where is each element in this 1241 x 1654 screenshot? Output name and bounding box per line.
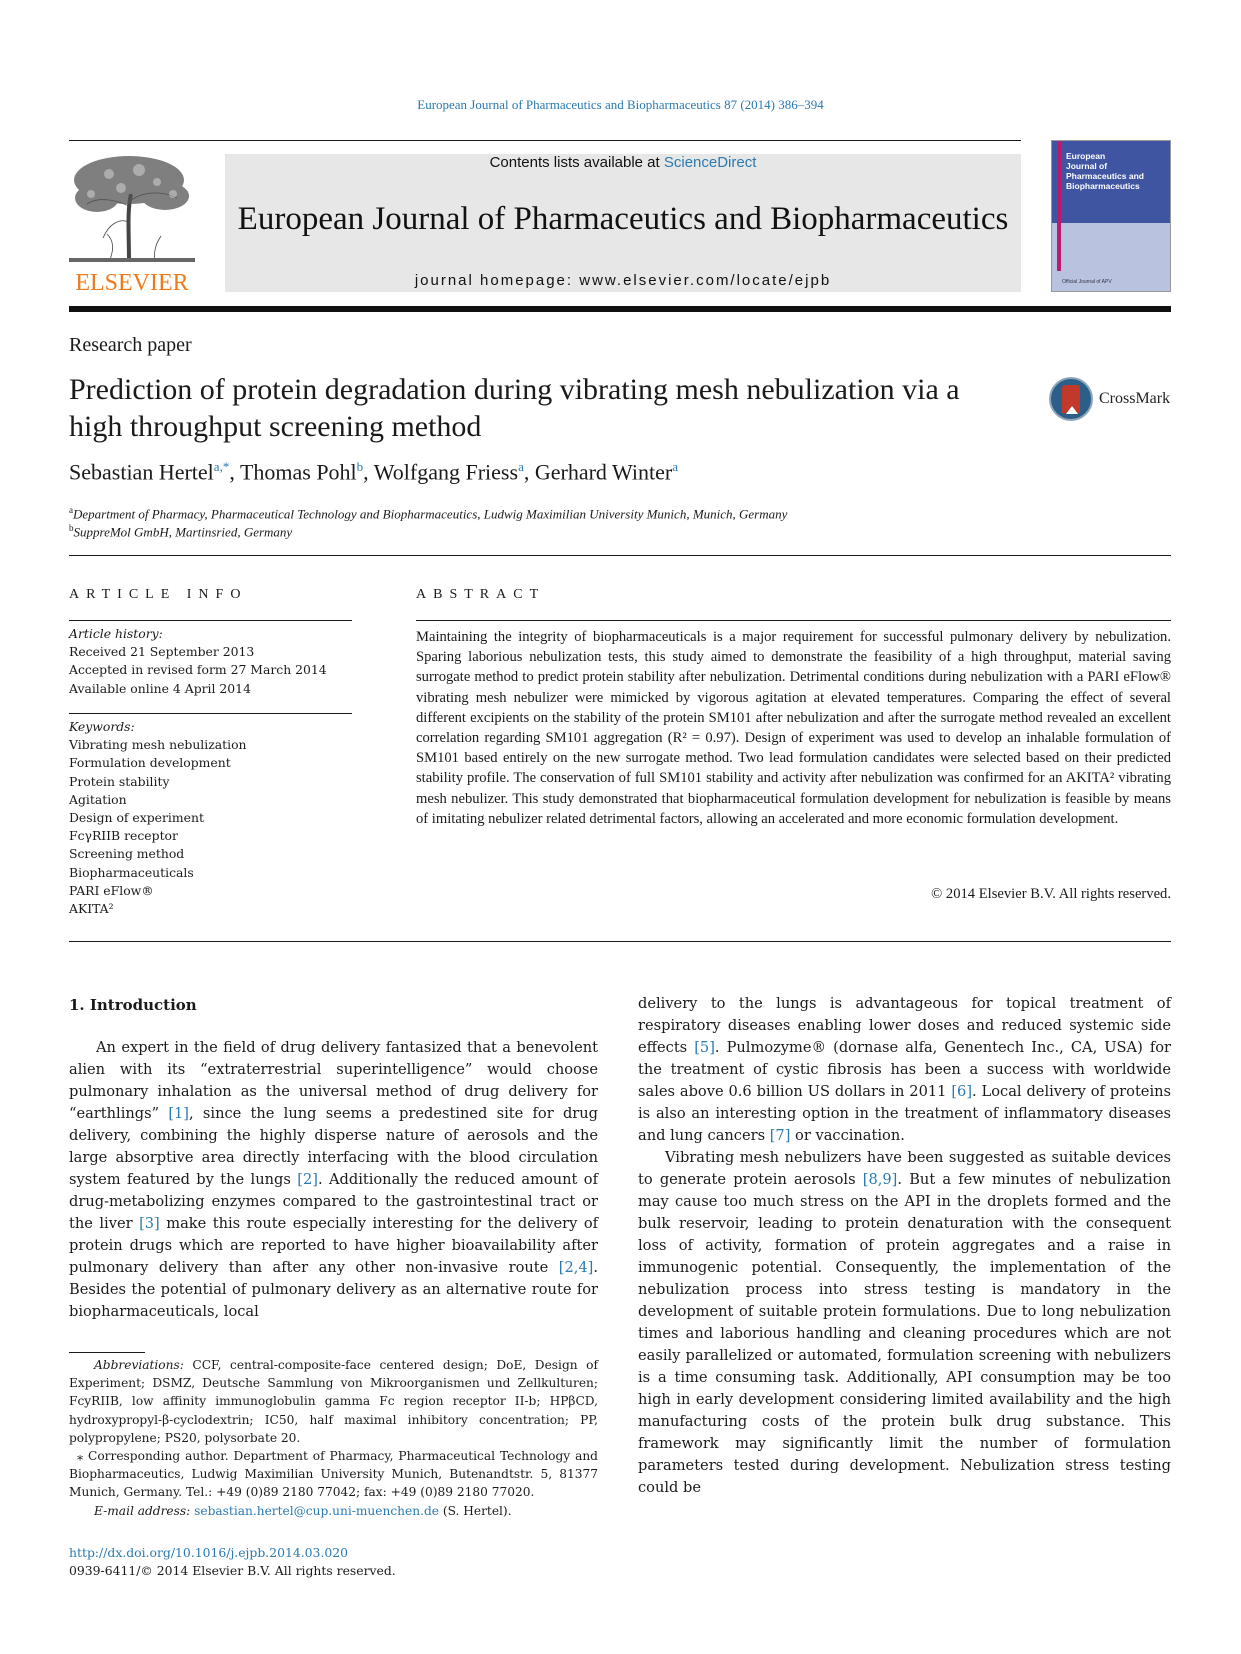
citation-link[interactable]: [5] <box>694 1039 715 1056</box>
article-history: Article history: Received 21 September 2013 Accepted in revised form 27 March 2014 Available online 4 April 2014 <box>69 625 352 698</box>
author-list: Sebastian Hertel$^{a,*}$, Thomas Pohl$^b$, Wolfgang Friess$^a$, Gerhard Winter$^a$ <box>69 459 678 485</box>
body-column-left <box>69 1037 598 1323</box>
author-affil-link[interactable]: b <box>356 459 364 474</box>
history-item: Accepted in revised form 27 March 2014 <box>69 662 327 678</box>
abbreviations-footnote: Abbreviations: CCF, central-composite-face centered design; DoE, Design of Experiment; DSMZ, Deutsche Sammlung von Mikroorganismen und Zellkulturen; FcyRIIB, low affinity immunoglobulin gamma Fc region receptor II-b; HPβCD, hydroxypropyl-β-cyclodextrin; IC50, half maximal inhibitory concentration; PP, polypropylene; PS20, polysorbate 20. <box>69 1358 598 1445</box>
journal-title: European Journal of Pharmaceutics and Biopharmaceutics <box>237 201 1009 237</box>
doi-link[interactable]: http://dx.doi.org/10.1016/j.ejpb.2014.03.020 <box>69 1545 349 1560</box>
journal-citation-link[interactable]: European Journal of Pharmaceutics and Biopharmaceutics 87 (2014) 386–394 <box>417 97 824 112</box>
footnotes <box>69 1356 598 1520</box>
keyword: Formulation development <box>69 755 231 771</box>
paragraph: An expert in the field of drug delivery fantasized that a benevolent alien with its “extraterrestrial superintelligence” would choose pulmonary inhalation as the universal method of drug delivery for “earthlings” [1], since the lung seems a predestined site for drug delivery, combining the highly disperse nature of aerosols and the large absorptive area directly interfacing with the blood circulation system featured by the lungs [2]. Additionally the reduced amount of drug-metabolizing enzymes compared to the gastrointestinal tract or the liver [3] make this route especially interesting for the delivery of protein drugs which are reported to have higher bioavailability after pulmonary delivery than after any other non-invasive route [2,4]. Besides the potential of pulmonary delivery as an alternative route for biopharmaceuticals, local <box>69 1039 599 1320</box>
section-rule <box>69 941 1171 942</box>
author-affil-link[interactable]: a <box>672 459 678 474</box>
journal-homepage-link[interactable]: journal homepage: www.elsevier.com/locate/ejpb <box>414 272 832 289</box>
section-heading: 1. Introduction <box>69 996 197 1014</box>
history-item: Received 21 September 2013 <box>69 644 255 660</box>
article-type: Research paper <box>69 334 192 356</box>
citation-link[interactable]: [7] <box>769 1127 791 1144</box>
keyword: Agitation <box>69 791 127 807</box>
citation-link[interactable]: [2,4] <box>558 1259 594 1276</box>
affiliation: $^a$Department of Pharmacy, Pharmaceutical Technology and Biopharmaceutics, Ludwig Maximilian University Munich, Munich, Germany <box>69 505 788 522</box>
keyword: Vibrating mesh nebulization <box>69 737 247 753</box>
section-rule <box>69 555 1171 556</box>
issn-copyright: 0939-6411/© 2014 Elsevier B.V. All rights reserved. <box>69 1563 396 1578</box>
info-rule <box>69 713 352 714</box>
abstract-text: Maintaining the integrity of biopharmaceuticals is a major requirement for successful pulmonary delivery by nebulization. Sparing laborious nebulization tests, this study aimed to demonstrate the feasibility of a high throughput, material saving surrogate method to predict protein stability after nebulization. Detrimental conditions during nebulization with a PARI eFlow® vibrating mesh nebulizer were mimicked by vigorous agitation at elevated temperatures. Comparing the effect of several different excipients on the stability of the protein SM101 after nebulization and after the surrogate method revealed an excellent correlation regarding SM101 aggregation (R² = 0.97). Design of experiment was used to develop an inhalable formulation of SM101 based entirely on the new surrogate method. Two lead formulation candidates were selected based on their predicted stability profile. The conservation of full SM101 stability and activity after nebulization was confirmed for an AKITA² vibrating mesh nebulizer. This study demonstrated that biopharmaceutical formulation development for nebulization is feasible by means of imitating nebulizer related detrimental factors, allowing an accelerated and more economic formulation development. <box>416 629 1171 827</box>
citation-link[interactable]: [6] <box>951 1083 973 1100</box>
body-column-right <box>638 993 1171 1499</box>
header-rule <box>69 140 1021 141</box>
elsevier-tree-icon <box>69 152 195 264</box>
article-title: Prediction of protein degradation during vibrating mesh nebulization via a high throughput screening method <box>69 373 960 443</box>
keyword: Biopharmaceuticals <box>69 864 194 880</box>
keyword: Screening method <box>69 846 185 862</box>
email-footnote: E-mail address: sebastian.hertel@cup.uni-muenchen.de (S. Hertel). <box>94 1503 512 1518</box>
journal-banner <box>225 154 1021 292</box>
crossmark-button[interactable] <box>1049 377 1170 421</box>
journal-cover-thumbnail[interactable] <box>1051 140 1171 292</box>
history-item: Available online 4 April 2014 <box>69 680 251 696</box>
citation-link[interactable]: [1] <box>168 1105 190 1122</box>
author-affil-link[interactable]: a <box>518 459 524 474</box>
keyword: Protein stability <box>69 773 170 789</box>
abstract-copyright: © 2014 Elsevier B.V. All rights reserved. <box>931 886 1171 902</box>
crossmark-label: CrossMark <box>1099 390 1171 407</box>
abstract-heading: ABSTRACT <box>416 587 546 602</box>
author-name[interactable]: Sebastian Hertel <box>69 459 214 485</box>
email-link[interactable]: sebastian.hertel@cup.uni-muenchen.de <box>194 1503 439 1518</box>
keyword: PARI eFlow® <box>69 882 154 898</box>
citation-link[interactable]: [2] <box>297 1171 318 1188</box>
affiliation: $^b$SuppreMol GmbH, Martinsried, Germany <box>69 523 293 540</box>
citation-link[interactable]: [3] <box>139 1215 160 1232</box>
keyword: AKITA² <box>69 901 114 917</box>
cover-title: European Journal of Pharmaceutics and Biopharmaceutics <box>1066 151 1144 191</box>
abstract-rule <box>416 620 1171 621</box>
author-affil-link[interactable]: a,* <box>213 459 230 474</box>
info-rule <box>69 620 352 621</box>
contents-available: Contents lists available at ScienceDirect <box>489 154 757 171</box>
crossmark-icon <box>1049 377 1093 421</box>
doi-block <box>69 1544 396 1580</box>
paragraph: delivery to the lungs is advantageous for topical treatment of respiratory diseases enabling lower doses and reduced systemic side effects [5]. Pulmozyme® (dornase alfa, Genentech Inc., CA, USA) for the treatment of cystic fibrosis has been a success with worldwide sales above 0.6 billion US dollars in 2011 [6]. Local delivery of proteins is also an interesting option in the treatment of inflammatory diseases and lung cancers [7] or vaccination. <box>638 995 1172 1144</box>
keyword: FcγRIIB receptor <box>69 828 178 844</box>
cover-footer: Official Journal of APV <box>1062 279 1112 285</box>
article-info-heading: ARTICLE INFO <box>69 587 248 602</box>
citation-link[interactable]: [8,9] <box>862 1171 898 1188</box>
keywords: Keywords: Vibrating mesh nebulization Formulation development Protein stability Agitation Design of experiment FcγRIIB receptor Screening method Biopharmaceuticals PARI eFlow® AKITA² <box>69 718 352 918</box>
elsevier-wordmark: ELSEVIER <box>75 270 189 296</box>
corresponding-author-footnote: ⁎ Corresponding author. Department of Pharmacy, Pharmaceutical Technology and Biopharmaceutics, Ludwig Maximilian University Munich, Butenandtstr. 5, 81377 Munich, Germany. Tel.: +49 (0)89 2180 77042; fax: +49 (0)89 2180 77020. <box>69 1449 598 1500</box>
author-name[interactable]: Thomas Pohl <box>239 459 357 485</box>
sciencedirect-link[interactable]: ScienceDirect <box>663 154 757 171</box>
paragraph: Vibrating mesh nebulizers have been suggested as suitable devices to generate protein aerosols [8,9]. But a few minutes of nebulization may cause too much stress on the API in the droplets formed and the bulk reservoir, leading to protein denaturation with the consequent loss of activity, formation of protein aggregates and a raise in immunogenic potential. Consequently, the implementation of the nebulization process into stress testing is mandatory in the development of suitable protein formulations. Due to long nebulization times and laborious handling and cleaning procedures which are not easily parallelized or automated, formulation screening with nebulizers is a time consuming task. Additionally, API consumption may be too high in early development considering limited availability and the high manufacturing costs of the protein bulk drug substance. This framework may significantly limit the number of formulation parameters tested during development. Nebulization stress testing could be <box>638 1149 1171 1496</box>
author-name[interactable]: Gerhard Winter <box>534 459 673 485</box>
keyword: Design of experiment <box>69 810 204 826</box>
author-name[interactable]: Wolfgang Friess <box>373 459 519 485</box>
footnote-rule <box>69 1352 145 1353</box>
elsevier-logo[interactable] <box>69 152 195 294</box>
header-thick-rule <box>69 306 1171 312</box>
